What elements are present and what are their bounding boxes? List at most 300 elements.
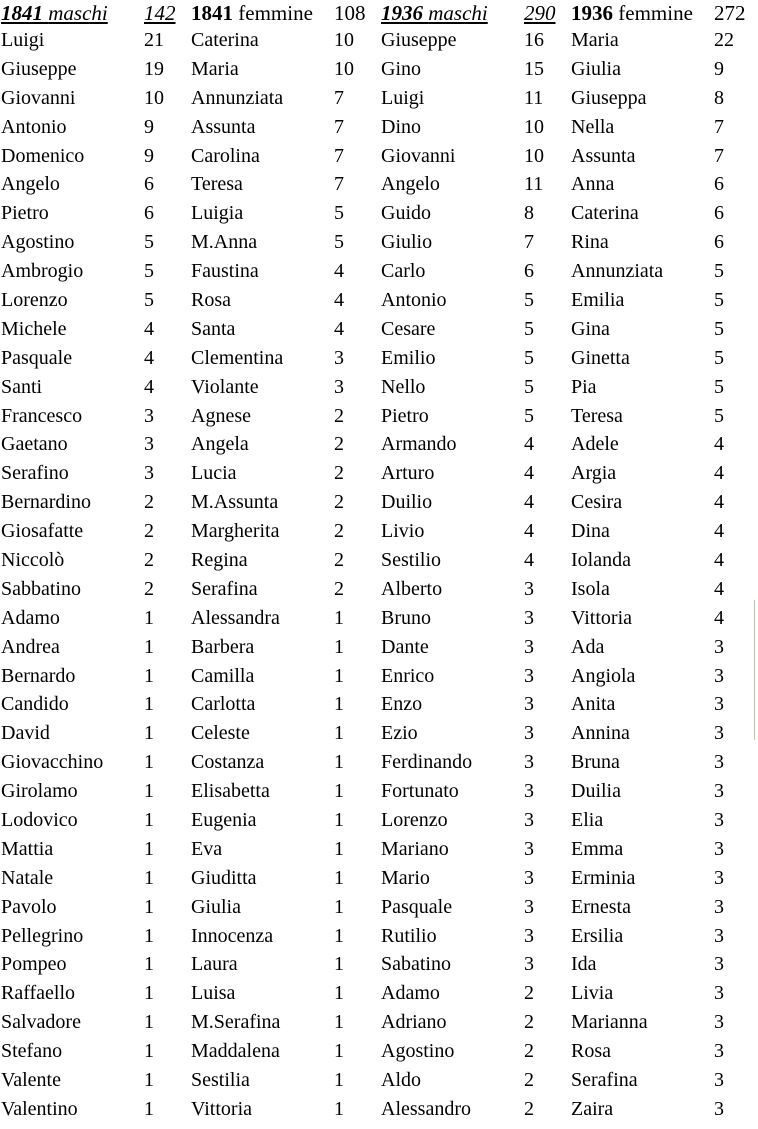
name-cell: Luisa bbox=[191, 982, 236, 1005]
count-cell: 3 bbox=[714, 751, 724, 774]
name-cell: Giuseppe bbox=[1, 57, 77, 80]
table-row bbox=[0, 142, 758, 171]
count-cell: 2 bbox=[524, 982, 534, 1005]
count-cell: 5 bbox=[714, 260, 724, 283]
name-cell: Antonio bbox=[1, 115, 67, 138]
count-cell: 9 bbox=[714, 57, 724, 80]
count-cell: 7 bbox=[334, 173, 344, 196]
count-cell: 22 bbox=[714, 28, 734, 51]
count-cell: 4 bbox=[714, 433, 724, 456]
name-cell: Giovacchino bbox=[1, 751, 104, 774]
count-cell: 1 bbox=[334, 1040, 344, 1063]
count-cell: 3 bbox=[714, 866, 724, 889]
name-cell: Ginetta bbox=[571, 346, 630, 369]
name-cell: Pia bbox=[571, 375, 597, 398]
name-cell: Alessandro bbox=[381, 1097, 471, 1120]
count-cell: 3 bbox=[714, 780, 724, 803]
count-cell: 3 bbox=[144, 433, 154, 456]
count-cell: 5 bbox=[144, 231, 154, 254]
count-cell: 7 bbox=[334, 86, 344, 109]
table-row bbox=[0, 84, 758, 113]
count-cell: 2 bbox=[334, 577, 344, 600]
name-cell: Anita bbox=[571, 693, 616, 716]
table-row bbox=[0, 748, 758, 777]
count-cell: 1 bbox=[334, 693, 344, 716]
name-cell: Zaira bbox=[571, 1097, 614, 1120]
name-cell: Marianna bbox=[571, 1011, 648, 1034]
name-cell: Pasquale bbox=[1, 346, 73, 369]
count-cell: 1 bbox=[334, 982, 344, 1005]
name-cell: Rutilio bbox=[381, 924, 437, 947]
name-cell: Giovanni bbox=[381, 144, 456, 167]
name-cell: Nella bbox=[571, 115, 615, 138]
name-cell: Agostino bbox=[381, 1040, 455, 1063]
count-cell: 1 bbox=[144, 606, 154, 629]
count-cell: 4 bbox=[524, 548, 534, 571]
name-cell: Caterina bbox=[191, 28, 259, 51]
name-cell: Ada bbox=[571, 635, 605, 658]
name-cell: Agnese bbox=[191, 404, 251, 427]
header-year: 1936 bbox=[381, 0, 423, 25]
name-cell: Vittoria bbox=[571, 606, 633, 629]
name-cell: Ersilia bbox=[571, 924, 624, 947]
name-cell: Enzo bbox=[381, 693, 423, 716]
count-cell: 2 bbox=[144, 520, 154, 543]
count-cell: 6 bbox=[714, 173, 724, 196]
table-row bbox=[0, 633, 758, 662]
count-cell: 5 bbox=[524, 317, 534, 340]
name-cell: Agostino bbox=[1, 231, 75, 254]
count-cell: 8 bbox=[714, 86, 724, 109]
name-cell: Maria bbox=[191, 57, 239, 80]
name-cell: Pasquale bbox=[381, 895, 453, 918]
count-cell: 3 bbox=[524, 635, 534, 658]
name-cell: Ida bbox=[571, 953, 597, 976]
name-cell: Pietro bbox=[381, 404, 429, 427]
table-row bbox=[0, 546, 758, 575]
name-cell: Pavolo bbox=[1, 895, 57, 918]
count-cell: 7 bbox=[524, 231, 534, 254]
count-cell: 6 bbox=[144, 202, 154, 225]
name-cell: Lodovico bbox=[1, 808, 78, 831]
count-cell: 4 bbox=[334, 260, 344, 283]
count-cell: 8 bbox=[524, 202, 534, 225]
table-body bbox=[0, 26, 758, 1124]
table-row bbox=[0, 893, 758, 922]
count-cell: 1 bbox=[144, 866, 154, 889]
count-cell: 1 bbox=[334, 808, 344, 831]
header-1841-maschi bbox=[0, 0, 142, 26]
name-cell: Faustina bbox=[191, 260, 259, 283]
name-cell: Gaetano bbox=[1, 433, 68, 456]
count-cell: 2 bbox=[524, 1011, 534, 1034]
name-cell: Dino bbox=[381, 115, 421, 138]
count-cell: 3 bbox=[714, 1097, 724, 1120]
count-cell: 1 bbox=[334, 837, 344, 860]
table-row bbox=[0, 402, 758, 431]
count-cell: 1 bbox=[334, 1011, 344, 1034]
table-row bbox=[0, 113, 758, 142]
table-row bbox=[0, 257, 758, 286]
count-cell: 4 bbox=[524, 433, 534, 456]
count-cell: 1 bbox=[144, 837, 154, 860]
table-row bbox=[0, 286, 758, 315]
name-cell: Anna bbox=[571, 173, 615, 196]
header-1841-femmine bbox=[190, 0, 332, 26]
count-cell: 1 bbox=[144, 982, 154, 1005]
count-cell: 1 bbox=[334, 635, 344, 658]
count-cell: 19 bbox=[144, 57, 164, 80]
count-cell: 10 bbox=[334, 28, 354, 51]
count-cell: 4 bbox=[144, 346, 154, 369]
table-row bbox=[0, 806, 758, 835]
name-cell: Bernardo bbox=[1, 664, 76, 687]
table-row bbox=[0, 979, 758, 1008]
name-cell: Valentino bbox=[1, 1097, 78, 1120]
name-cell: Sestilio bbox=[381, 548, 442, 571]
name-cell: Barbera bbox=[191, 635, 255, 658]
name-cell: Assunta bbox=[571, 144, 636, 167]
count-cell: 7 bbox=[334, 144, 344, 167]
header-total-1936-femmine: 272 bbox=[714, 0, 746, 25]
table-row bbox=[0, 922, 758, 951]
count-cell: 3 bbox=[714, 1040, 724, 1063]
name-cell: David bbox=[1, 722, 50, 745]
count-cell: 2 bbox=[524, 1040, 534, 1063]
count-cell: 4 bbox=[714, 462, 724, 485]
name-cell: Rosa bbox=[571, 1040, 611, 1063]
count-cell: 1 bbox=[334, 953, 344, 976]
name-cell: Gina bbox=[571, 317, 610, 340]
name-cell: Giosafatte bbox=[1, 520, 84, 543]
name-cell: Ernesta bbox=[571, 895, 631, 918]
count-cell: 9 bbox=[144, 144, 154, 167]
count-cell: 5 bbox=[714, 317, 724, 340]
name-cell: Teresa bbox=[191, 173, 243, 196]
table-row bbox=[0, 1037, 758, 1066]
name-cell: Carlo bbox=[381, 260, 426, 283]
count-cell: 3 bbox=[524, 924, 534, 947]
table-row bbox=[0, 864, 758, 893]
name-cell: Innocenza bbox=[191, 924, 274, 947]
count-cell: 1 bbox=[334, 924, 344, 947]
count-cell: 1 bbox=[144, 895, 154, 918]
name-cell: Adamo bbox=[1, 606, 60, 629]
table-row bbox=[0, 662, 758, 691]
table-row bbox=[0, 777, 758, 806]
name-cell: Giuditta bbox=[191, 866, 257, 889]
name-cell: Luigi bbox=[381, 86, 425, 109]
table-row bbox=[0, 228, 758, 257]
name-cell: Domenico bbox=[1, 144, 85, 167]
name-cell: Rina bbox=[571, 231, 609, 254]
name-cell: Adriano bbox=[381, 1011, 447, 1034]
name-cell: Ezio bbox=[381, 722, 418, 745]
header-total-1841-maschi: 142 bbox=[144, 0, 176, 25]
count-cell: 4 bbox=[144, 317, 154, 340]
count-cell: 3 bbox=[524, 606, 534, 629]
name-cell: M.Anna bbox=[191, 231, 258, 254]
name-cell: Costanza bbox=[191, 751, 265, 774]
name-cell: Valente bbox=[1, 1069, 61, 1091]
count-cell: 9 bbox=[144, 115, 154, 138]
header-year: 1841 bbox=[1, 0, 43, 25]
table-row bbox=[0, 373, 758, 402]
name-cell: Alberto bbox=[381, 577, 443, 600]
name-cell: Luigia bbox=[191, 202, 244, 225]
edge-artifact bbox=[754, 600, 758, 740]
table-row bbox=[0, 719, 758, 748]
count-cell: 1 bbox=[334, 751, 344, 774]
count-cell: 6 bbox=[524, 260, 534, 283]
header-total-1936-maschi: 290 bbox=[524, 0, 556, 25]
count-cell: 1 bbox=[144, 693, 154, 716]
header-year: 1841 bbox=[191, 0, 233, 25]
count-cell: 4 bbox=[524, 491, 534, 514]
count-cell: 4 bbox=[524, 520, 534, 543]
name-cell: Niccolò bbox=[1, 548, 65, 571]
name-cell: Francesco bbox=[1, 404, 83, 427]
name-cell: Giuseppa bbox=[571, 86, 647, 109]
count-cell: 2 bbox=[144, 491, 154, 514]
header-label: femmine bbox=[238, 0, 313, 25]
name-cell: Giulia bbox=[191, 895, 241, 918]
name-cell: Pietro bbox=[1, 202, 49, 225]
header-label: femmine bbox=[618, 0, 693, 25]
name-cell: Natale bbox=[1, 866, 54, 889]
count-cell: 3 bbox=[524, 866, 534, 889]
count-cell: 3 bbox=[714, 1069, 724, 1091]
name-cell: Annina bbox=[571, 722, 630, 745]
name-cell: Annunziata bbox=[571, 260, 664, 283]
name-cell: Bruno bbox=[381, 606, 431, 629]
count-cell: 2 bbox=[334, 462, 344, 485]
count-cell: 1 bbox=[144, 808, 154, 831]
count-cell: 5 bbox=[524, 375, 534, 398]
name-cell: Girolamo bbox=[1, 780, 78, 803]
header-label: maschi bbox=[428, 0, 488, 25]
count-cell: 3 bbox=[714, 693, 724, 716]
table-row bbox=[0, 575, 758, 604]
count-cell: 6 bbox=[144, 173, 154, 196]
name-cell: Mariano bbox=[381, 837, 449, 860]
header-row bbox=[0, 0, 758, 26]
name-cell: Eva bbox=[191, 837, 223, 860]
name-cell: Maria bbox=[571, 28, 619, 51]
table-row bbox=[0, 315, 758, 344]
count-cell: 5 bbox=[714, 404, 724, 427]
name-cell: Gino bbox=[381, 57, 421, 80]
name-cell: Lorenzo bbox=[381, 808, 448, 831]
count-cell: 1 bbox=[144, 635, 154, 658]
count-cell: 11 bbox=[524, 173, 544, 196]
name-cell: Bernardino bbox=[1, 491, 91, 514]
name-cell: Giulio bbox=[381, 231, 433, 254]
count-cell: 2 bbox=[334, 548, 344, 571]
name-cell: Armando bbox=[381, 433, 457, 456]
count-cell: 2 bbox=[524, 1097, 534, 1120]
name-cell: Adele bbox=[571, 433, 619, 456]
table-row bbox=[0, 459, 758, 488]
name-cell: Regina bbox=[191, 548, 248, 571]
name-cell: Bruna bbox=[571, 751, 620, 774]
name-cell: Emma bbox=[571, 837, 624, 860]
count-cell: 1 bbox=[144, 664, 154, 687]
header-1936-maschi bbox=[380, 0, 522, 26]
count-cell: 1 bbox=[334, 1097, 344, 1120]
count-cell: 5 bbox=[334, 202, 344, 225]
count-cell: 3 bbox=[334, 346, 344, 369]
count-cell: 3 bbox=[524, 895, 534, 918]
name-cell: Michele bbox=[1, 317, 67, 340]
name-cell: Lorenzo bbox=[1, 288, 68, 311]
name-cell: M.Assunta bbox=[191, 491, 279, 514]
count-cell: 5 bbox=[144, 260, 154, 283]
count-cell: 2 bbox=[334, 404, 344, 427]
table-row bbox=[0, 199, 758, 228]
name-cell: Dante bbox=[381, 635, 429, 658]
name-cell: Margherita bbox=[191, 520, 280, 543]
count-cell: 1 bbox=[144, 1097, 154, 1120]
name-cell: Giuseppe bbox=[381, 28, 457, 51]
count-cell: 1 bbox=[334, 780, 344, 803]
count-cell: 3 bbox=[524, 837, 534, 860]
name-cell: Angelo bbox=[381, 173, 440, 196]
name-cell: Adamo bbox=[381, 982, 440, 1005]
name-cell: Mario bbox=[381, 866, 430, 889]
name-cell: Luigi bbox=[1, 28, 45, 51]
name-cell: Isola bbox=[571, 577, 610, 600]
count-cell: 3 bbox=[524, 693, 534, 716]
name-cell: Serafino bbox=[1, 462, 69, 485]
name-cell: M.Serafina bbox=[191, 1011, 281, 1034]
name-cell: Salvadore bbox=[1, 1011, 81, 1034]
header-year: 1936 bbox=[571, 0, 613, 25]
count-cell: 2 bbox=[144, 577, 154, 600]
count-cell: 4 bbox=[334, 288, 344, 311]
header-total-1841-femmine: 108 bbox=[334, 0, 366, 25]
count-cell: 6 bbox=[714, 231, 724, 254]
name-cell: Emilio bbox=[381, 346, 436, 369]
count-cell: 7 bbox=[714, 144, 724, 167]
count-cell: 10 bbox=[524, 144, 544, 167]
count-cell: 5 bbox=[144, 288, 154, 311]
name-cell: Lucia bbox=[191, 462, 237, 485]
count-cell: 4 bbox=[144, 375, 154, 398]
count-cell: 3 bbox=[524, 953, 534, 976]
name-cell: Carlotta bbox=[191, 693, 256, 716]
table-row bbox=[0, 951, 758, 980]
name-cell: Angela bbox=[191, 433, 249, 456]
count-cell: 1 bbox=[334, 1069, 344, 1091]
name-cell: Candido bbox=[1, 693, 69, 716]
name-cell: Enrico bbox=[381, 664, 435, 687]
count-cell: 4 bbox=[714, 491, 724, 514]
count-cell: 4 bbox=[714, 606, 724, 629]
table-row bbox=[0, 430, 758, 459]
count-cell: 4 bbox=[714, 520, 724, 543]
table-row bbox=[0, 1008, 758, 1037]
name-cell: Giovanni bbox=[1, 86, 76, 109]
name-cell: Angelo bbox=[1, 173, 60, 196]
count-cell: 1 bbox=[334, 722, 344, 745]
table-row bbox=[0, 344, 758, 373]
table-row bbox=[0, 1095, 758, 1124]
count-cell: 1 bbox=[144, 751, 154, 774]
count-cell: 2 bbox=[144, 548, 154, 571]
count-cell: 3 bbox=[714, 837, 724, 860]
count-cell: 3 bbox=[524, 780, 534, 803]
name-cell: Giulia bbox=[571, 57, 621, 80]
name-cell: Pompeo bbox=[1, 953, 67, 976]
name-cell: Santa bbox=[191, 317, 236, 340]
count-cell: 3 bbox=[524, 664, 534, 687]
header-label: maschi bbox=[48, 0, 108, 25]
table-row bbox=[0, 604, 758, 633]
name-cell: Serafina bbox=[571, 1069, 638, 1091]
count-cell: 3 bbox=[524, 577, 534, 600]
count-cell: 3 bbox=[144, 462, 154, 485]
name-cell: Alessandra bbox=[191, 606, 280, 629]
name-cell: Pellegrino bbox=[1, 924, 84, 947]
name-cell: Sestilia bbox=[191, 1069, 250, 1091]
count-cell: 7 bbox=[334, 115, 344, 138]
count-cell: 21 bbox=[144, 28, 164, 51]
name-cell: Arturo bbox=[381, 462, 435, 485]
name-cell: Raffaello bbox=[1, 982, 76, 1005]
name-cell: Laura bbox=[191, 953, 238, 976]
table-row bbox=[0, 26, 758, 55]
count-cell: 10 bbox=[144, 86, 164, 109]
count-cell: 3 bbox=[524, 722, 534, 745]
count-cell: 5 bbox=[524, 346, 534, 369]
count-cell: 1 bbox=[334, 664, 344, 687]
count-cell: 1 bbox=[334, 606, 344, 629]
name-cell: Santi bbox=[1, 375, 43, 398]
name-cell: Nello bbox=[381, 375, 426, 398]
name-cell: Celeste bbox=[191, 722, 250, 745]
table-row bbox=[0, 517, 758, 546]
count-cell: 5 bbox=[334, 231, 344, 254]
name-cell: Cesira bbox=[571, 491, 623, 514]
name-cell: Eugenia bbox=[191, 808, 257, 831]
count-cell: 10 bbox=[524, 115, 544, 138]
name-cell: Mattia bbox=[1, 837, 54, 860]
count-cell: 16 bbox=[524, 28, 544, 51]
count-cell: 5 bbox=[524, 404, 534, 427]
count-cell: 3 bbox=[334, 375, 344, 398]
name-cell: Stefano bbox=[1, 1040, 63, 1063]
count-cell: 3 bbox=[714, 895, 724, 918]
count-cell: 10 bbox=[334, 57, 354, 80]
count-cell: 3 bbox=[714, 1011, 724, 1034]
count-cell: 3 bbox=[714, 722, 724, 745]
count-cell: 7 bbox=[714, 115, 724, 138]
name-cell: Vittoria bbox=[191, 1097, 253, 1120]
count-cell: 1 bbox=[144, 780, 154, 803]
name-cell: Ferdinando bbox=[381, 751, 473, 774]
name-cell: Assunta bbox=[191, 115, 256, 138]
count-cell: 2 bbox=[334, 491, 344, 514]
table-row bbox=[0, 488, 758, 517]
name-cell: Elia bbox=[571, 808, 604, 831]
name-cell: Antonio bbox=[381, 288, 447, 311]
name-cell: Duilia bbox=[571, 780, 621, 803]
count-cell: 1 bbox=[144, 1069, 154, 1091]
name-cell: Livia bbox=[571, 982, 614, 1005]
count-cell: 4 bbox=[714, 548, 724, 571]
name-cell: Emilia bbox=[571, 288, 625, 311]
